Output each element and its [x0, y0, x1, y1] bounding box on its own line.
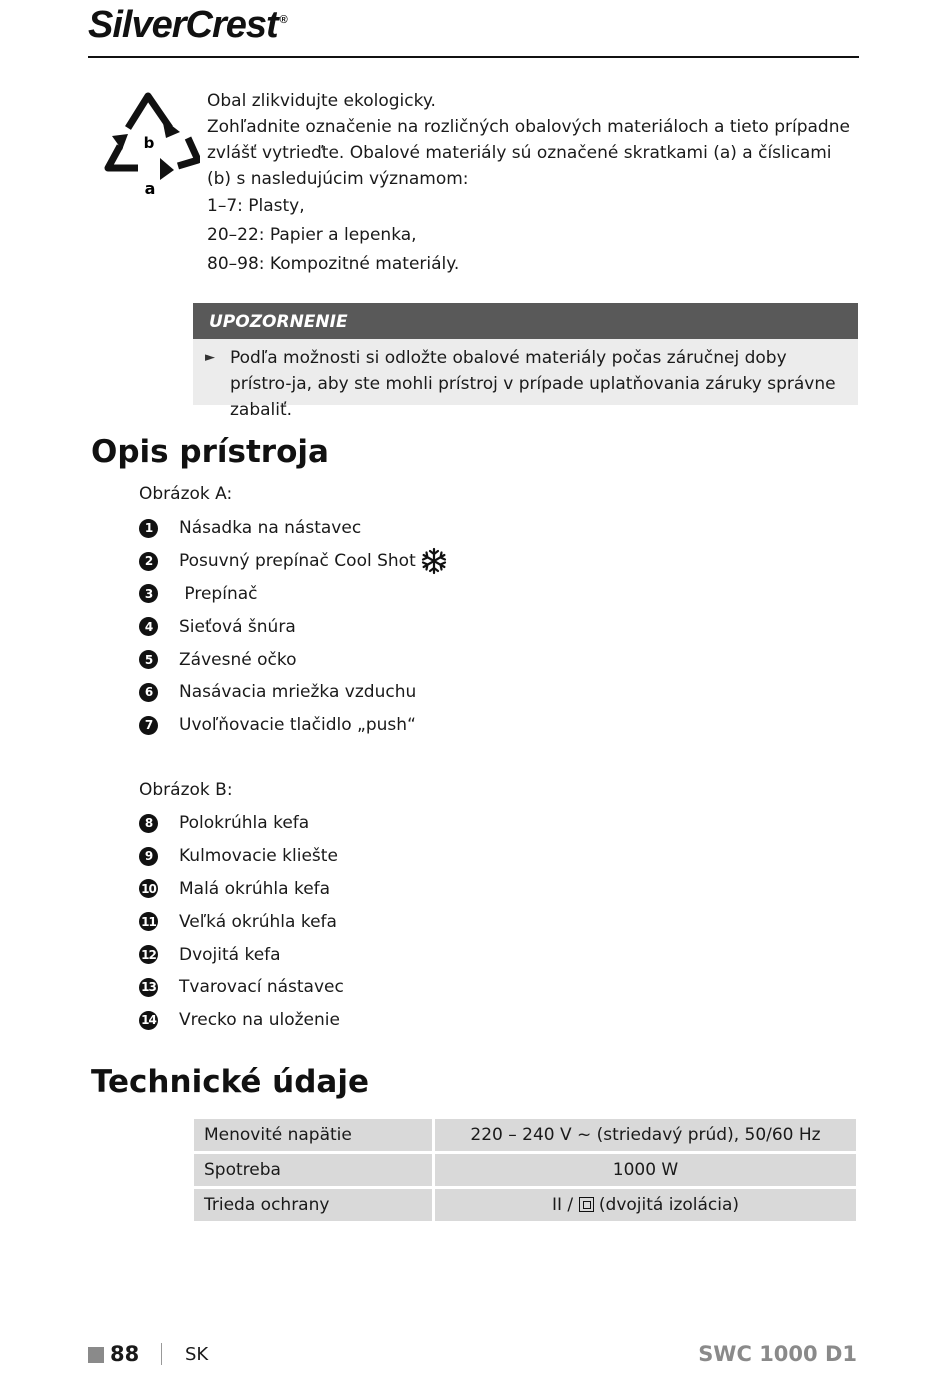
list-item: 7 Uvoľňovacie tlačidlo „push“ [139, 709, 448, 742]
recycling-text: Obal zlikvidujte ekologicky. Zohľadnite označenie na rozličných obalových materiáloch a tieto prípadne zvlášť vytrieďte. Obalové materiály sú označené skratkami (a) a číslicami (b) s nasledujúcim významom: 1–7: Plasty, 20–22: Papier a lepenka, 80–98: Kompozitné materiály. [207, 91, 850, 274]
svg-text:b: b [143, 134, 155, 152]
spec-table [194, 1116, 856, 1224]
table-row: Menovité napätie 220 – 240 V ~ (striedavý prúd), 50/60 Hz [194, 1119, 856, 1151]
page-number: 88 [110, 1342, 140, 1366]
list-item: 8 Polokrúhla kefa [139, 807, 344, 840]
table-row: Trieda ochrany II / (dvojitá izolácia) [194, 1189, 856, 1221]
footer-square-icon [88, 1347, 104, 1363]
list-item: 4 Sieťová šnúra [139, 610, 448, 643]
list-item: 10 Malá okrúhla kefa [139, 873, 344, 906]
list-item: 14 Vrecko na uloženie [139, 1004, 344, 1037]
list-item: 13 Tvarovací nástavec [139, 971, 344, 1004]
table-row: Spotreba 1000 W [194, 1154, 856, 1186]
language-code: SK [185, 1344, 209, 1365]
model-number: SWC 1000 D1 [698, 1342, 857, 1366]
list-item: 11 Veľká okrúhla kefa [139, 905, 344, 938]
section-title-technical: Technické údaje [91, 1064, 370, 1100]
figure-a-label: Obrázok A: [139, 484, 233, 504]
list-item: 6 Nasávacia mriežka vzduchu [139, 676, 448, 709]
double-insulation-icon [579, 1197, 594, 1212]
figure-b-parts-list [139, 807, 344, 1037]
footer-divider [161, 1343, 162, 1365]
bullet-arrow-icon: ► [205, 350, 215, 365]
note-text: Podľa možnosti si odložte obalové materiály počas záručnej doby prístro-ja, aby ste mohli prístroj v prípade uplatňovania záruky správne zabaliť. [230, 348, 836, 420]
figure-b-label: Obrázok B: [139, 780, 233, 800]
list-item: 12 Dvojitá kefa [139, 938, 344, 971]
list-item: 1 Násadka na nástavec [139, 512, 448, 545]
recycling-icon [100, 88, 200, 200]
list-item: 9 Kulmovacie kliešte [139, 840, 344, 873]
svg-text:a: a [144, 179, 156, 198]
list-item: 5 Závesné očko [139, 643, 448, 676]
figure-a-parts-list [139, 512, 448, 742]
brand-logo: SilverCrest ® [88, 4, 287, 46]
snowflake-icon [420, 547, 448, 575]
header-rule [88, 56, 859, 58]
note-box [193, 303, 858, 420]
list-item: 3 Prepínač [139, 578, 448, 611]
list-item: 2 Posuvný prepínač Cool Shot [139, 545, 448, 578]
note-heading: UPOZORNENIE [193, 303, 858, 339]
section-title-description: Opis prístroja [91, 434, 329, 470]
